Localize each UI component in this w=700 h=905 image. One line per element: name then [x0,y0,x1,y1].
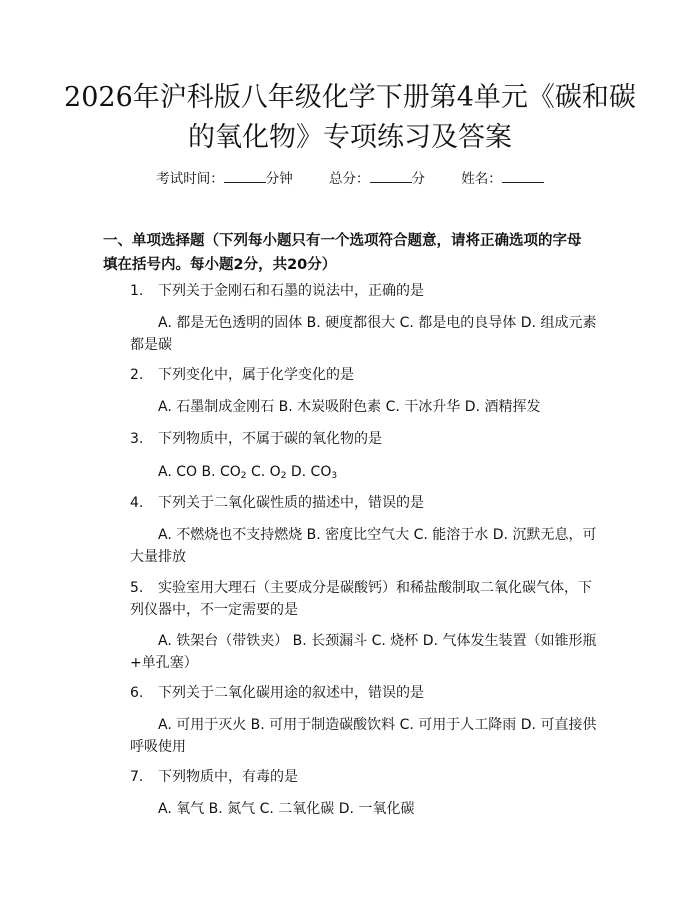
question-6-options: A. 可用于灭火 B. 可用于制造碳酸饮料 C. 可用于人工降雨 D. 可直接供呼吸使用 [130,717,597,755]
question-stem: 实验室用大理石（主要成分是碳酸钙）和稀盐酸制取二氧化碳气体，下列仪器中，不一定需要的是 [130,580,592,618]
student-name-blank[interactable] [502,170,544,183]
option-a: A. CO [158,464,198,480]
question-stem: 下列物质中，有毒的是 [158,769,298,785]
question-5-options: A. 铁架台（带铁夹） B. 长颈漏斗 C. 烧杯 D. 气体发生装置（如锥形瓶+单孔塞） [130,633,597,671]
question-stem: 下列关于二氧化碳性质的描述中，错误的是 [158,495,424,511]
option-d: D. $CO_3$ [290,464,338,481]
question-3 [130,428,595,450]
option-c: C. $O_2$ [250,464,287,481]
question-number: 4. [130,495,144,511]
exam-info [0,169,700,189]
question-5 [130,577,595,621]
exam-time-blank[interactable] [224,170,266,183]
question-number: 1. [130,283,144,299]
question-stem: 下列关于二氧化碳用途的叙述中，错误的是 [158,685,424,701]
question-number: 5. [130,580,144,596]
question-3-options [130,461,597,483]
question-stem: 下列物质中，不属于碳的氧化物的是 [158,431,382,447]
total-score-label: 总分： [329,171,370,187]
question-4-options: A. 不燃烧也不支持燃烧 B. 密度比空气大 C. 能溶于水 D. 沉默无息，可大量排放 [130,527,597,565]
question-7 [130,766,595,788]
document-title: 2026年沪科版八年级化学下册第4单元《碳和碳的氧化物》专项练习及答案 [64,82,636,153]
total-score-blank[interactable] [370,170,412,183]
question-2-options: A. 石墨制成金刚石 B. 木炭吸附色素 C. 干冰升华 D. 酒精挥发 [158,399,541,415]
question-7-options: A. 氧气 B. 氮气 C. 二氧化碳 D. 一氧化碳 [158,801,415,817]
student-name [461,171,544,187]
exam-time-label: 考试时间： [156,171,224,187]
question-4 [130,492,595,514]
question-2 [130,364,595,386]
question-number: 7. [130,769,144,785]
question-6 [130,682,595,704]
question-number: 3. [130,431,144,447]
total-score-unit: 分 [411,171,425,187]
question-1 [130,280,595,302]
option-b: B. $CO_2$ [201,464,247,481]
section-heading: 一、单项选择题（下列每小题只有一个选项符合题意，请将正确选项的字母填在括号内。每小题2分，共20分） [103,233,582,273]
exam-time [156,171,297,187]
question-stem: 下列关于金刚石和石墨的说法中，正确的是 [158,283,424,299]
total-score [329,171,429,187]
question-number: 2. [130,367,144,383]
question-number: 6. [130,685,144,701]
question-stem: 下列变化中，属于化学变化的是 [158,367,354,383]
student-name-label: 姓名： [461,171,502,187]
exam-time-unit: 分钟 [265,171,293,187]
question-1-options: A. 都是无色透明的固体 B. 硬度都很大 C. 都是电的良导体 D. 组成元素都是碳 [130,315,597,353]
